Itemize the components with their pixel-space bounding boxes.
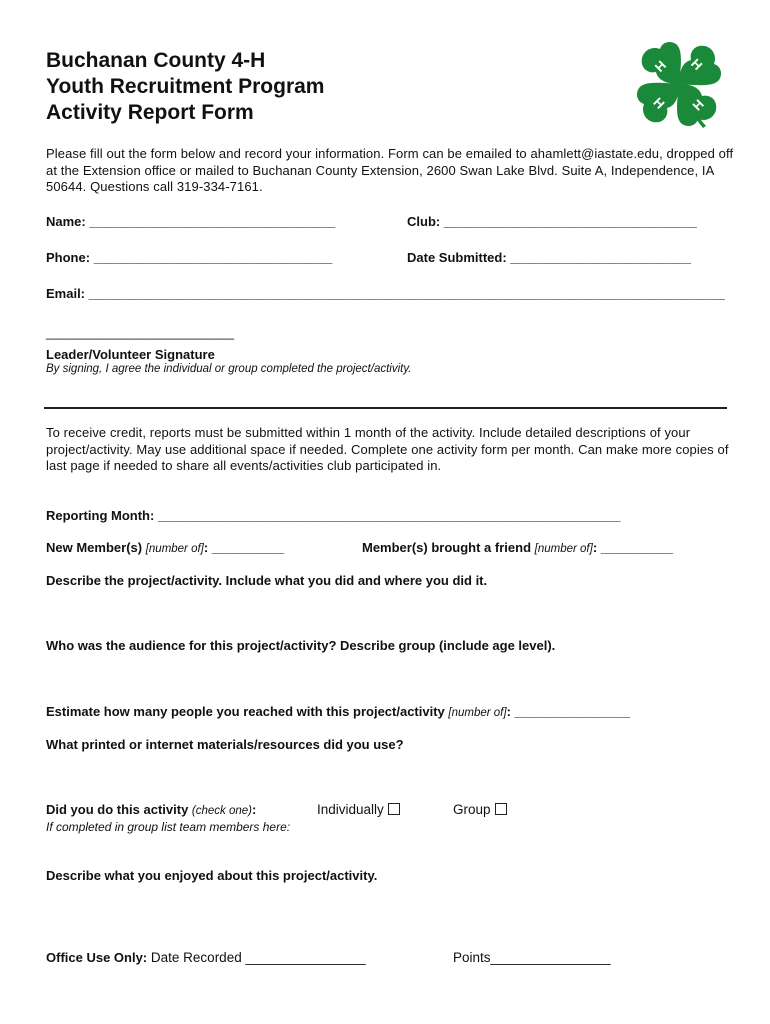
new-members-label: New Member(s) (46, 540, 143, 555)
svg-text:H: H (688, 55, 706, 74)
points-field[interactable]: Points________________ (453, 950, 611, 965)
name-field[interactable]: Name: __________________________________ (46, 214, 336, 229)
group-label: Group (453, 802, 491, 817)
date-recorded-field[interactable]: Date Recorded ________________ (150, 950, 366, 965)
did-you-question (46, 802, 256, 817)
estimate-label: Estimate how many people you reached with this project/activity (46, 704, 445, 719)
phone-field[interactable]: Phone: _________________________________ (46, 250, 333, 265)
title-line-3: Activity Report Form (46, 101, 254, 124)
did-you-colon: : (252, 802, 257, 817)
signature-label: Leader/Volunteer Signature (46, 347, 215, 362)
title-line-2: Youth Recruitment Program (46, 75, 325, 98)
question-describe: Describe the project/activity. Include what you did and where you did it. (46, 573, 488, 588)
club-field[interactable]: Club: ___________________________________ (407, 214, 697, 229)
instructions-paragraph: To receive credit, reports must be submitted within 1 month of the activity. Include detailed descriptions of your project/activity. May use additional space if needed. Complete one activity form per month. Can make more copies of last page if needed to share all events/activities club participated in. (46, 425, 729, 473)
intro-paragraph: Please fill out the form below and record your information. Form can be emailed to ahamlett@iastate.edu, dropped off at the Extension office or mailed to Buchanan County Extension, 2600 Swan Lake Blvd. Suite A, Independence, IA 50644. Questions call 319-334-7161. (46, 146, 734, 194)
svg-text:H: H (650, 94, 668, 112)
svg-text:H: H (689, 96, 707, 114)
brought-friend-number-of: [number of] (534, 543, 593, 555)
signature-note: By signing, I agree the individual or group completed the project/activity. (46, 363, 412, 375)
question-enjoyed: Describe what you enjoyed about this project/activity. (46, 868, 378, 883)
office-use-row (46, 950, 366, 965)
question-materials: What printed or internet materials/resources did you use? (46, 737, 404, 752)
group-members-note: If completed in group list team members here: (46, 820, 291, 834)
email-field[interactable]: Email: ________________________________________________________________________________________ (46, 286, 725, 301)
signature-line[interactable]: __________________________ (46, 325, 234, 340)
estimate-number-of: [number of] (448, 707, 507, 719)
section-divider (44, 407, 727, 409)
form-title (46, 48, 566, 126)
new-members-blank[interactable]: : __________ (203, 540, 285, 555)
reporting-month-field[interactable]: Reporting Month: ________________________________________________________________ (46, 508, 621, 523)
group-option[interactable] (453, 802, 507, 817)
individually-option[interactable] (317, 802, 400, 817)
new-members-field[interactable] (46, 540, 284, 555)
date-submitted-field[interactable]: Date Submitted: _________________________ (407, 250, 692, 265)
group-checkbox[interactable] (495, 803, 507, 815)
title-line-1: Buchanan County 4-H (46, 49, 266, 72)
brought-friend-field[interactable] (362, 540, 673, 555)
svg-text:H: H (651, 57, 670, 75)
did-you-label: Did you do this activity (46, 802, 189, 817)
check-one-hint: (check one) (191, 805, 253, 817)
estimate-blank[interactable]: : ________________ (506, 704, 631, 719)
4-h-clover-logo-icon (636, 40, 722, 130)
individually-checkbox[interactable] (388, 803, 400, 815)
question-audience: Who was the audience for this project/activity? Describe group (include age level). (46, 638, 556, 653)
office-use-label: Office Use Only: (46, 950, 148, 965)
brought-friend-label: Member(s) brought a friend (362, 540, 532, 555)
new-members-number-of: [number of] (145, 543, 204, 555)
estimate-field[interactable] (46, 704, 630, 719)
individually-label: Individually (317, 802, 384, 817)
brought-friend-blank[interactable]: : __________ (592, 540, 674, 555)
